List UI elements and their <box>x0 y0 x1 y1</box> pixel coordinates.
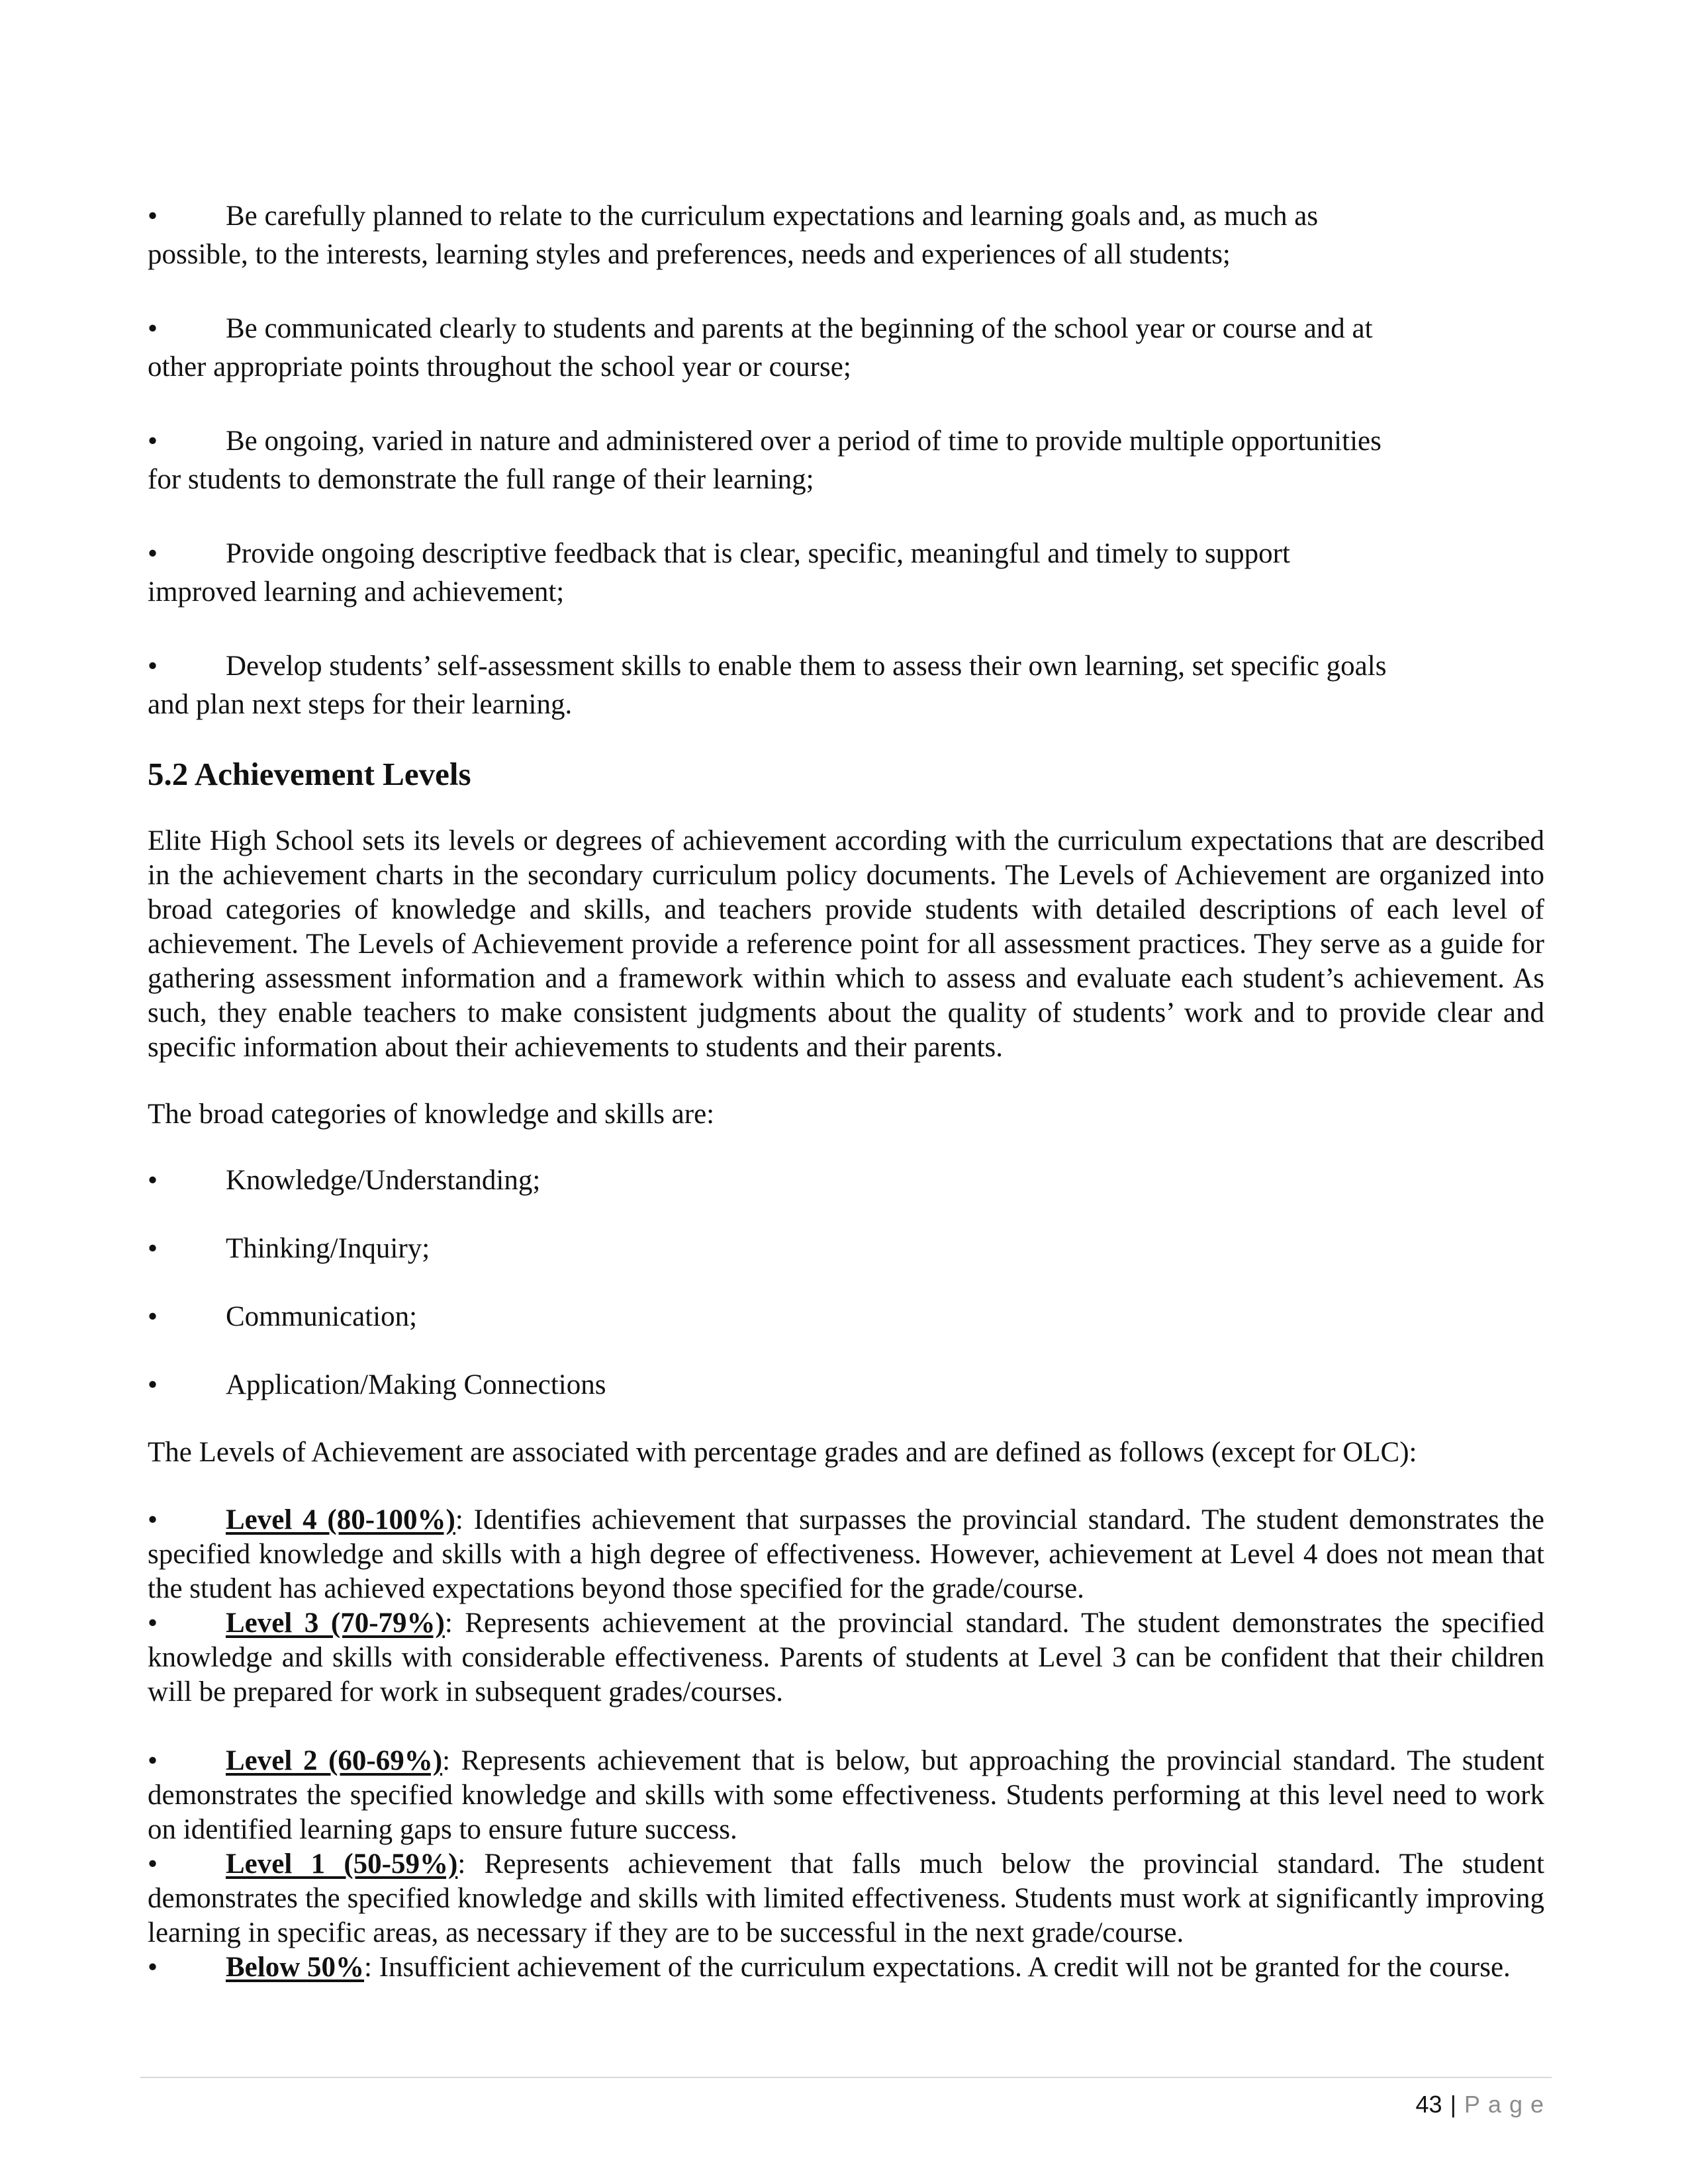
level-description: : Represents achievement that falls much below the provincial standard. The student demonstrates the specified knowledge and skills with limited effectiveness. Students must work at significantly improving learning in specific areas, as necessary if they are to be successful in the next grade/course. <box>148 1848 1544 1948</box>
bullet-marker: • <box>148 651 158 682</box>
level-label: Level 1 (50-59%) <box>226 1848 458 1880</box>
bullet-text-line: Provide ongoing descriptive feedback that is clear, specific, meaningful and timely to support <box>226 538 1290 569</box>
level-label: Level 3 (70-79%) <box>226 1608 445 1639</box>
bullet-marker: • <box>148 1952 158 1983</box>
level-item <box>148 1950 1544 1985</box>
page-label: Page <box>1464 2091 1552 2118</box>
bullet-marker: • <box>148 313 158 344</box>
category-label: Communication; <box>226 1301 418 1332</box>
level-item <box>148 1744 1544 1847</box>
intro-bullet <box>148 535 1544 612</box>
category-item <box>148 1298 1544 1336</box>
intro-bullet <box>148 647 1544 724</box>
level-description: : Identifies achievement that surpasses the provincial standard. The student demonstrates the specified knowledge and skills with a high degree of effectiveness. However, achievement at Level 4 does not mean that the student has achieved expectations beyond those specified for the grade/course. <box>148 1504 1544 1604</box>
bullet-text-line: Be carefully planned to relate to the curriculum expectations and learning goals and, as much as <box>226 201 1319 232</box>
bullet-text-line: other appropriate points throughout the school year or course; <box>148 351 851 383</box>
level-item <box>148 1606 1544 1709</box>
intro-bullet <box>148 197 1544 274</box>
bullet-marker: • <box>148 1504 158 1535</box>
levels-intro: The Levels of Achievement are associated with percentage grades and are defined as follows (except for OLC): <box>148 1437 1417 1468</box>
bullet-marker: • <box>148 1848 158 1880</box>
bullet-marker: • <box>148 538 158 569</box>
bullet-marker: • <box>148 1233 158 1264</box>
category-item <box>148 1366 1544 1404</box>
category-item <box>148 1230 1544 1268</box>
section-heading: 5.2 Achievement Levels <box>148 756 471 792</box>
achievement-paragraph: Elite High School sets its levels or degrees of achievement according with the curriculum expectations that are described in the achievement charts in the secondary curriculum policy documents. The Levels of Achievement are organized into broad categories of knowledge and skills, and teachers provide students with detailed descriptions of each level of achievement. The Levels of Achievement provide a reference point for all assessment practices. They serve as a guide for gathering assessment information and a framework within which to assess and evaluate each student’s achievement. As such, they enable teachers to make consistent judgments about the quality of students’ work and to provide clear and specific information about their achievements to students and their parents. <box>148 825 1544 1063</box>
bullet-marker: • <box>148 1608 158 1639</box>
categories-intro: The broad categories of knowledge and skills are: <box>148 1099 715 1130</box>
category-label: Application/Making Connections <box>226 1369 606 1400</box>
bullet-text-line: Be ongoing, varied in nature and administered over a period of time to provide multiple opportunities <box>226 426 1382 457</box>
intro-bullet <box>148 422 1544 499</box>
page-number: 43 <box>1415 2091 1442 2118</box>
bullet-marker: • <box>148 201 158 232</box>
level-description: : Represents achievement that is below, but approaching the provincial standard. The student demonstrates the specified knowledge and skills with some effectiveness. Students performing at this level need to work on identified learning gaps to ensure future success. <box>148 1745 1544 1845</box>
level-label: Level 4 (80-100%) <box>226 1504 455 1535</box>
level-item <box>148 1503 1544 1606</box>
bullet-text-line: Develop students’ self-assessment skills to enable them to assess their own learning, set specific goals <box>226 651 1387 682</box>
footer-divider <box>140 2077 1552 2078</box>
page-footer <box>1416 2090 1552 2119</box>
bullet-marker: • <box>148 1301 158 1332</box>
category-label: Knowledge/Understanding; <box>226 1165 541 1196</box>
bullet-text-line: Be communicated clearly to students and parents at the beginning of the school year or course and at <box>226 313 1373 344</box>
category-item <box>148 1161 1544 1200</box>
bullet-marker: • <box>148 1165 158 1196</box>
bullet-text-line: improved learning and achievement; <box>148 576 565 608</box>
bullet-text-line: possible, to the interests, learning styles and preferences, needs and experiences of all students; <box>148 239 1231 270</box>
bullet-marker: • <box>148 1369 158 1400</box>
level-label: Level 2 (60-69%) <box>226 1745 443 1776</box>
bullet-marker: • <box>148 426 158 457</box>
level-item <box>148 1847 1544 1950</box>
level-label: Below 50% <box>226 1952 365 1983</box>
bullet-text-line: and plan next steps for their learning. <box>148 689 573 720</box>
bullet-marker: • <box>148 1745 158 1776</box>
intro-bullet <box>148 310 1544 387</box>
level-description: : Insufficient achievement of the curriculum expectations. A credit will not be granted for the course. <box>364 1952 1511 1983</box>
category-label: Thinking/Inquiry; <box>226 1233 430 1264</box>
bullet-text-line: for students to demonstrate the full range of their learning; <box>148 464 814 495</box>
level-description: : Represents achievement at the provincial standard. The student demonstrates the specified knowledge and skills with considerable effectiveness. Parents of students at Level 3 can be confident that their children will be prepared for work in subsequent grades/courses. <box>148 1608 1544 1707</box>
footer-separator: | <box>1450 2091 1456 2118</box>
